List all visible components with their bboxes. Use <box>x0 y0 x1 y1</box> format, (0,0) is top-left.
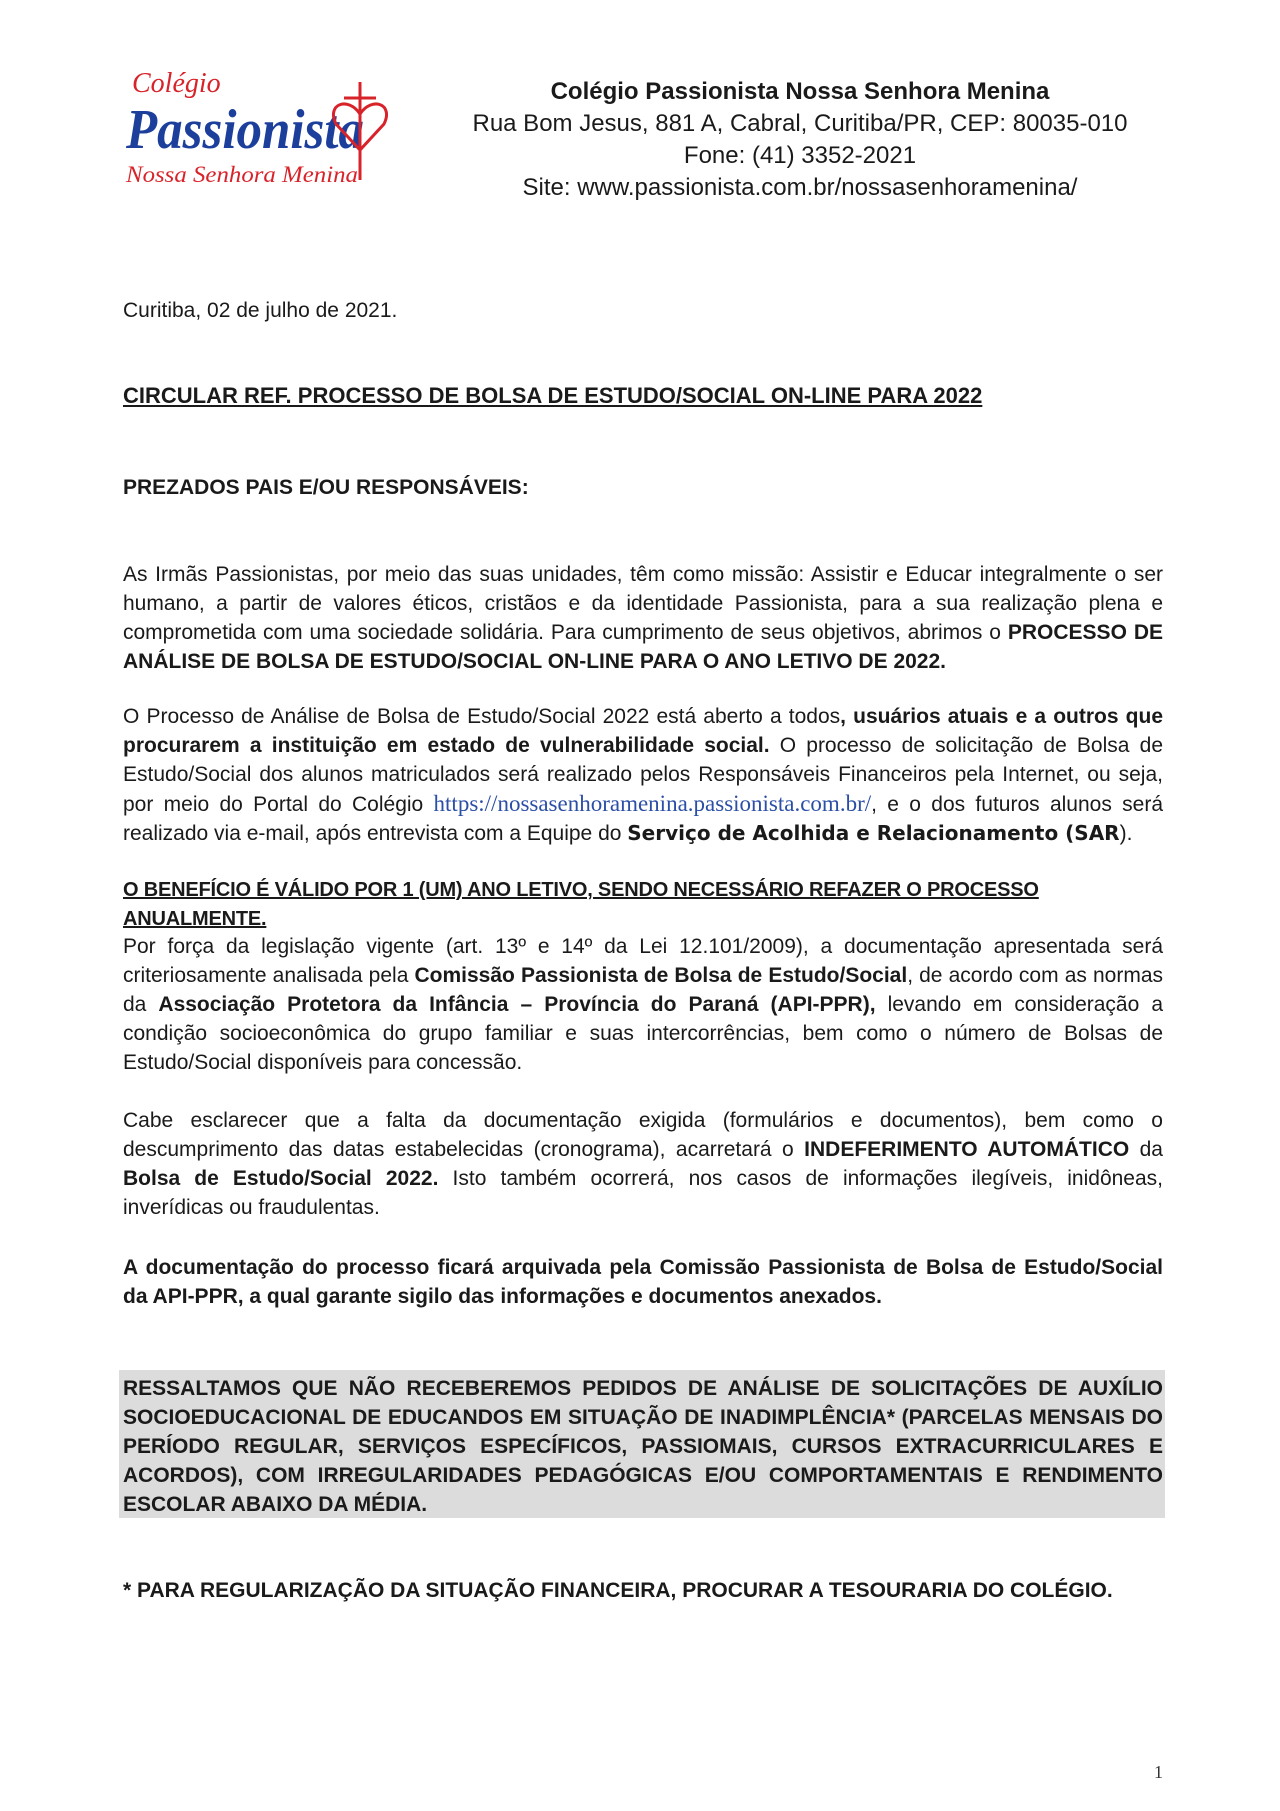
paragraph-documentation-text-3: Isto também ocorrerá, nos casos de informações ilegíveis, inidôneas, inverídicas ou fraudulentas. <box>123 1167 1163 1219</box>
paragraph-documentation-text-2: da <box>1129 1138 1163 1161</box>
school-phone: Fone: (41) 3352-2021 <box>683 142 917 169</box>
school-site: Site: www.passionista.com.br/nossasenhoramenina/ <box>522 174 1078 201</box>
paragraph-mission-emphasis: PROCESSO DE ANÁLISE DE BOLSA DE ESTUDO/SOCIAL ON-LINE PARA O ANO LETIVO DE 2022. <box>123 621 1163 673</box>
paragraph-documentation <box>123 1106 1163 1222</box>
paragraph-legislation-text-2: , de acordo com as normas da <box>123 964 1164 1016</box>
paragraph-process-text-1: O Processo de Análise de Bolsa de Estudo/Social 2022 está aberto a todos <box>123 705 841 728</box>
paragraph-legislation-text-1: Por força da legislação vigente (art. 13º e 14º da Lei 12.101/2009), a documentação apresentada será criteriosamente analisada pela <box>123 935 1163 987</box>
paragraph-process-text-4: ). <box>1119 822 1133 845</box>
paragraph-mission-text: As Irmãs Passionistas, por meio das suas unidades, têm como missão: Assistir e Educar integralmente o ser humano, a partir de valores éticos, cristãos e da identidade Passionista, para a sua realização plena e comprometida com uma sociedade solidária. Para cumprimento de seus objetivos, abrimos o <box>123 563 1163 644</box>
logo-line-colegio: Colégio <box>132 68 221 99</box>
letter-greeting: PREZADOS PAIS E/OU RESPONSÁVEIS: <box>123 476 529 499</box>
school-logo <box>122 62 407 194</box>
commission-name: Comissão Passionista de Bolsa de Estudo/Social <box>414 964 908 987</box>
paragraph-legislation <box>123 932 1163 1077</box>
validity-notice: O BENEFÍCIO É VÁLIDO POR 1 (UM) ANO LETIVO, SENDO NECESSÁRIO REFAZER O PROCESSO ANUALMENTE. <box>123 879 1039 930</box>
school-name: Colégio Passionista Nossa Senhora Menina <box>550 78 1050 105</box>
paragraph-mission <box>123 560 1163 676</box>
letter-subject: CIRCULAR REF. PROCESSO DE BOLSA DE ESTUDO/SOCIAL ON-LINE PARA 2022 <box>123 383 983 408</box>
paragraph-process-text-2: O processo de solicitação de Bolsa de Estudo/Social dos alunos matriculados será realizado pelos Responsáveis Financeiros pela Internet, ou seja, por meio do Portal do Colégio <box>123 734 1163 816</box>
letter-date: Curitiba, 02 de julho de 2021. <box>123 299 398 322</box>
portal-link[interactable]: https://nossasenhoramenina.passionista.com.br/ <box>433 791 872 816</box>
paragraph-process-text-3: , e o dos futuros alunos será realizado via e-mail, após entrevista com a Equipe do <box>123 793 1163 845</box>
paragraph-archive: A documentação do processo ficará arquivada pela Comissão Passionista de Bolsa de Estudo/Social da API-PPR, a qual garante sigilo das informações e documentos anexados. <box>123 1256 1163 1308</box>
paragraph-process <box>123 702 1163 848</box>
association-name: Associação Protetora da Infância – Província do Paraná (API-PPR), <box>158 993 876 1016</box>
warning-paragraph: RESSALTAMOS QUE NÃO RECEBEREMOS PEDIDOS DE ANÁLISE DE SOLICITAÇÕES DE AUXÍLIO SOCIOEDUCACIONAL DE EDUCANDOS EM SITUAÇÃO DE INADIMPLÊNCIA* (PARCELAS MENSAIS DO PERÍODO REGULAR, SERVIÇOS ESPECÍFICOS, PASSIOMAIS, CURSOS EXTRACURRICULARES E ACORDOS), COM IRREGULARIDADES PEDAGÓGICAS E/OU COMPORTAMENTAIS E RENDIMENTO ESCOLAR ABAIXO DA MÉDIA. <box>123 1377 1163 1516</box>
page-number: 1 <box>1154 1762 1163 1782</box>
sar-service-name: Serviço de Acolhida e Relacionamento (SAR <box>627 821 1120 845</box>
school-address: Rua Bom Jesus, 881 A, Cabral, Curitiba/PR, CEP: 80035-010 <box>472 110 1128 137</box>
logo-line-nossa-senhora-menina: Nossa Senhora Menina <box>124 162 358 187</box>
logo-line-passionista: Passionista <box>125 99 364 161</box>
scholarship-name: Bolsa de Estudo/Social 2022. <box>123 1167 439 1190</box>
paragraph-process-emphasis: , usuários atuais e a outros que procurarem a instituição em estado de vulnerabilidade social. <box>123 705 1163 757</box>
paragraph-documentation-text-1: Cabe esclarecer que a falta da documentação exigida (formulários e documentos), bem como o descumprimento das datas estabelecidas (cronograma), acarretará o <box>123 1109 1163 1161</box>
footnote: * PARA REGULARIZAÇÃO DA SITUAÇÃO FINANCEIRA, PROCURAR A TESOURARIA DO COLÉGIO. <box>123 1579 1113 1602</box>
school-header <box>470 76 1130 204</box>
paragraph-legislation-text-3: levando em consideração a condição socioeconômica do grupo familiar e suas intercorrências, bem como o número de Bolsas de Estudo/Social disponíveis para concessão. <box>123 993 1164 1074</box>
automatic-rejection: INDEFERIMENTO AUTOMÁTICO <box>804 1138 1130 1161</box>
